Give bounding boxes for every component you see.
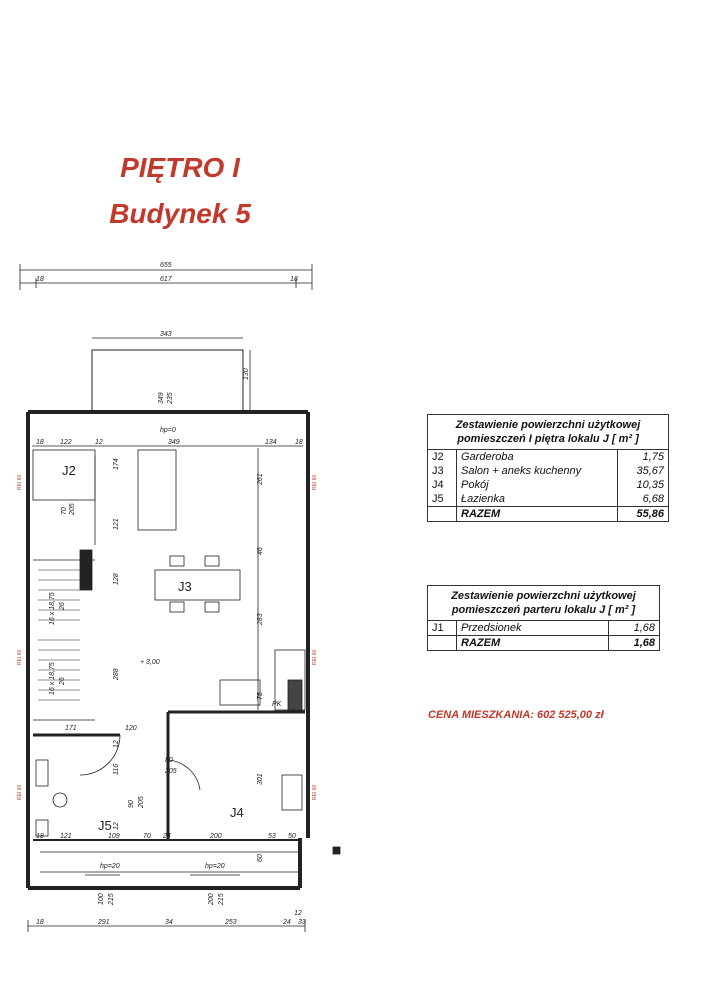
dim-120: 120 <box>125 725 137 732</box>
table-upper-header-line1: Zestawienie powierzchni użytkowej <box>455 419 641 431</box>
hp-bottom-right: hp=20 <box>205 863 225 870</box>
dim-j2-door-w: 70 <box>61 507 68 515</box>
svg-text:REI 60: REI 60 <box>17 474 23 490</box>
row-code: J3 <box>428 464 457 478</box>
dim-win-right-h: 215 <box>218 893 225 905</box>
dim-row1-a: 18 <box>36 439 44 446</box>
dim-top-right: 18 <box>290 276 298 283</box>
dim-12b: 12 <box>113 822 120 830</box>
dim-bot-d: 70 <box>143 833 151 840</box>
dim-stairs-b: 16 x 18,75 <box>49 662 56 695</box>
room-label-j3: J3 <box>178 579 192 594</box>
dim-bot-f: 200 <box>210 833 222 840</box>
svg-text:REI 60: REI 60 <box>17 649 23 665</box>
table-row <box>428 492 669 507</box>
dim-174: 174 <box>113 458 120 470</box>
dim-75: 75 <box>257 692 264 700</box>
svg-text:REI 60: REI 60 <box>17 784 23 800</box>
row-name: Pokój <box>457 478 618 492</box>
dim-j2-door-h: 205 <box>69 503 76 515</box>
dim-top-total: 655 <box>160 262 172 269</box>
dim-46: 46 <box>257 547 264 555</box>
dim-foot-b: 291 <box>98 919 110 926</box>
dim-foot-a: 18 <box>36 919 44 926</box>
row-name: Garderoba <box>457 450 618 465</box>
row-code: J4 <box>428 478 457 492</box>
hp-bottom-left: hp=20 <box>100 863 120 870</box>
table-ground-header-line2: pomieszczeń parteru lokalu J [ m² ] <box>451 604 636 616</box>
building-title: Budynek 5 <box>109 198 251 229</box>
dim-j5-door-h: 205 <box>138 796 145 808</box>
dim-row1-e: 134 <box>265 439 277 446</box>
total-area: 55,86 <box>618 507 669 522</box>
table-upper-header-line2: pomieszczeń I piętra lokalu J [ m² ] <box>457 433 639 445</box>
dim-261: 261 <box>257 473 264 485</box>
total-label: RAZEM <box>457 636 609 651</box>
table-total-row <box>428 507 669 522</box>
dim-stairs-a: 16 x 18,75 <box>49 592 56 625</box>
svg-text:REI 60: REI 60 <box>312 784 318 800</box>
svg-text:REI 60: REI 60 <box>312 474 318 490</box>
dim-bot-a: 18 <box>36 833 44 840</box>
dim-60: 60 <box>257 854 264 862</box>
apartment-price: CENA MIESZKANIA: 602 525,00 zł <box>428 709 604 721</box>
dim-116: 116 <box>113 763 120 775</box>
dim-top-middle: 617 <box>160 276 172 283</box>
table-ground-header-line1: Zestawienie powierzchni użytkowej <box>451 590 636 602</box>
area-table-ground <box>427 585 660 651</box>
row-area: 1,68 <box>609 621 660 636</box>
dim-128: 128 <box>113 573 120 585</box>
row-name: Przedsionek <box>457 621 609 636</box>
dim-win-left-h: 215 <box>108 893 115 905</box>
dim-121: 121 <box>113 518 120 530</box>
dim-171: 171 <box>65 725 77 732</box>
dim-bot-c: 109 <box>108 833 120 840</box>
dim-bot-b: 121 <box>60 833 72 840</box>
dim-opening-2: 235 <box>167 392 174 404</box>
row-code: J5 <box>428 492 457 507</box>
total-area: 1,68 <box>609 636 660 651</box>
table-row <box>428 464 669 478</box>
row-area: 35,67 <box>618 464 669 478</box>
dim-bot-e: 24 <box>163 833 171 840</box>
dim-301: 301 <box>257 773 264 785</box>
table-row <box>428 621 660 636</box>
area-table-upper <box>427 414 669 522</box>
table-total-row <box>428 636 660 651</box>
dim-top-left: 18 <box>36 276 44 283</box>
dim-opening-1: 349 <box>158 392 165 404</box>
dim-balcony-width: 343 <box>160 331 172 338</box>
dim-foot-d: 253 <box>225 919 237 926</box>
floor-title: PIĘTRO I <box>120 152 240 183</box>
table-row <box>428 450 669 465</box>
dim-foot-e: 24 <box>283 919 291 926</box>
dim-win-left-w: 100 <box>98 893 105 905</box>
row-area: 10,35 <box>618 478 669 492</box>
dim-bot-h: 50 <box>288 833 296 840</box>
dim-win-right-w: 200 <box>208 893 215 905</box>
dim-283: 283 <box>257 613 264 625</box>
dim-foot-f: 33 <box>298 919 306 926</box>
dim-stairs-a-h: 26 <box>59 602 66 610</box>
table-ground-header <box>428 586 660 621</box>
dim-j4-door-w: 80 <box>165 757 173 764</box>
svg-text:REI 60: REI 60 <box>312 649 318 665</box>
dim-bot-g: 53 <box>268 833 276 840</box>
total-label: RAZEM <box>457 507 618 522</box>
room-label-j5: J5 <box>98 818 112 833</box>
dim-balcony-depth: 130 <box>243 368 250 380</box>
room-label-j2: J2 <box>62 463 76 478</box>
row-code: J1 <box>428 621 457 636</box>
table-upper-header <box>428 415 669 450</box>
dim-j5-door-w: 90 <box>128 800 135 808</box>
table-row <box>428 478 669 492</box>
row-area: 6,68 <box>618 492 669 507</box>
dim-stairs-b-h: 26 <box>59 677 66 685</box>
dim-row1-c: 12 <box>95 439 103 446</box>
room-label-j4: J4 <box>230 805 244 820</box>
dim-pk: PK <box>272 701 282 708</box>
dim-row1-b: 122 <box>60 439 72 446</box>
row-name: Salon + aneks kuchenny <box>457 464 618 478</box>
dim-row1-d: 349 <box>168 439 180 446</box>
row-area: 1,75 <box>618 450 669 465</box>
dim-foot-c: 34 <box>165 919 173 926</box>
row-name: Łazienka <box>457 492 618 507</box>
dim-j4-door-h: 205 <box>165 768 177 775</box>
dim-hp-top: hp=0 <box>160 427 176 434</box>
level-mark: + 3,00 <box>140 659 160 666</box>
row-code: J2 <box>428 450 457 465</box>
dim-foot-g: 12 <box>294 910 302 917</box>
dim-12a: 12 <box>113 740 120 748</box>
dim-row1-f: 18 <box>295 439 303 446</box>
dim-288: 288 <box>113 668 120 680</box>
